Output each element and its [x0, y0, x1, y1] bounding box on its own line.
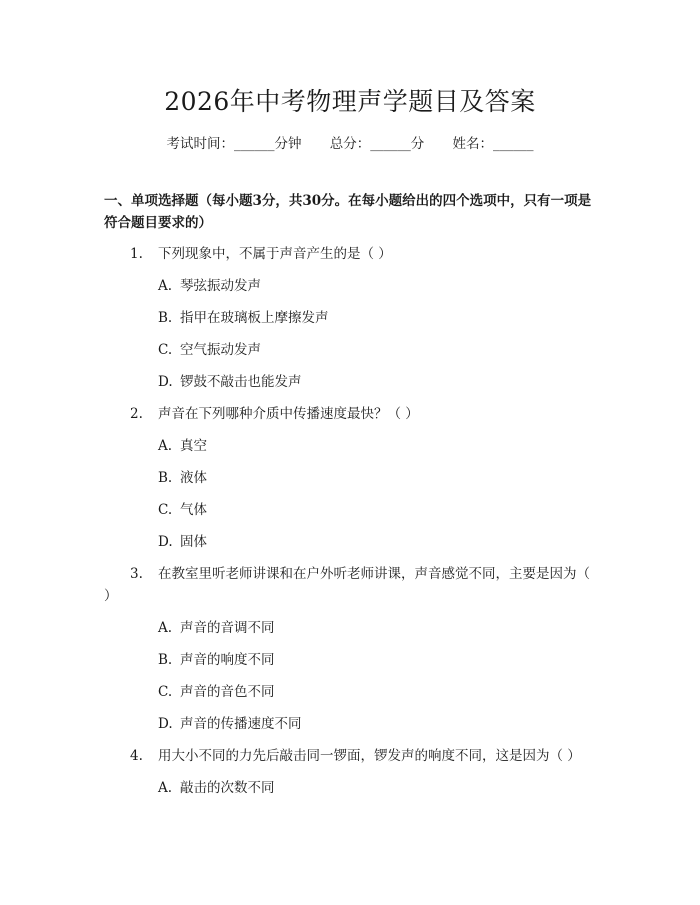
option-label: A. — [158, 438, 173, 454]
exam-meta — [0, 132, 700, 152]
section-heading: 一、单项选择题（每小题3分，共30分。在每小题给出的四个选项中，只有一项是符合题目要求的） — [104, 193, 592, 231]
answer-option — [104, 339, 600, 361]
option-text: 锣鼓不敲击也能发声 — [180, 374, 302, 390]
question-text — [104, 563, 600, 607]
option-text: 声音的音调不同 — [180, 620, 275, 636]
answer-option — [104, 649, 600, 671]
option-label: B. — [158, 310, 173, 326]
answer-option — [104, 275, 600, 297]
option-text: 琴弦振动发声 — [180, 278, 261, 294]
question-body: 在教室里听老师讲课和在户外听老师讲课，声音感觉不同，主要是因为（ ） — [104, 566, 590, 604]
exam-total-score: 总分：______分 — [329, 136, 425, 152]
answer-option — [104, 307, 600, 329]
answer-option — [104, 371, 600, 393]
question-item — [104, 745, 600, 767]
option-label: D. — [158, 534, 173, 550]
exam-time: 考试时间：______分钟 — [166, 136, 302, 152]
option-text: 空气振动发声 — [180, 342, 261, 358]
student-name: 姓名：______ — [452, 136, 534, 152]
question-text — [104, 243, 600, 265]
answer-option — [104, 617, 600, 639]
question-item — [104, 403, 600, 425]
question-item — [104, 243, 600, 265]
question-number: 3. — [130, 566, 143, 582]
answer-option — [104, 713, 600, 735]
option-text: 敲击的次数不同 — [180, 780, 275, 796]
option-label: A. — [158, 278, 173, 294]
option-label: A. — [158, 780, 173, 796]
option-text: 液体 — [180, 470, 207, 486]
answer-option — [104, 681, 600, 703]
option-label: B. — [158, 652, 173, 668]
question-text — [104, 403, 600, 425]
question-number: 1. — [130, 246, 143, 262]
option-text: 真空 — [180, 438, 207, 454]
option-text: 固体 — [180, 534, 207, 550]
question-item — [104, 563, 600, 607]
answer-option — [104, 531, 600, 553]
answer-option — [104, 499, 600, 521]
page-title: 2026年中考物理声学题目及答案 — [164, 87, 536, 116]
option-label: A. — [158, 620, 173, 636]
option-label: D. — [158, 716, 173, 732]
question-body: 下列现象中，不属于声音产生的是（ ） — [158, 246, 392, 262]
option-label: B. — [158, 470, 173, 486]
option-text: 声音的音色不同 — [180, 684, 275, 700]
option-text: 指甲在玻璃板上摩擦发声 — [180, 310, 329, 326]
question-text — [104, 745, 600, 767]
question-list — [104, 243, 600, 809]
option-label: D. — [158, 374, 173, 390]
answer-option — [104, 467, 600, 489]
option-text: 声音的响度不同 — [180, 652, 275, 668]
option-text: 气体 — [180, 502, 207, 518]
option-label: C. — [158, 342, 173, 358]
question-number: 4. — [130, 748, 143, 764]
answer-option — [104, 777, 600, 799]
question-number: 2. — [130, 406, 143, 422]
option-label: C. — [158, 684, 173, 700]
question-body: 用大小不同的力先后敲击同一锣面，锣发声的响度不同，这是因为（ ） — [158, 748, 581, 764]
option-text: 声音的传播速度不同 — [180, 716, 302, 732]
option-label: C. — [158, 502, 173, 518]
answer-option — [104, 435, 600, 457]
question-body: 声音在下列哪种介质中传播速度最快？（ ） — [158, 406, 419, 422]
